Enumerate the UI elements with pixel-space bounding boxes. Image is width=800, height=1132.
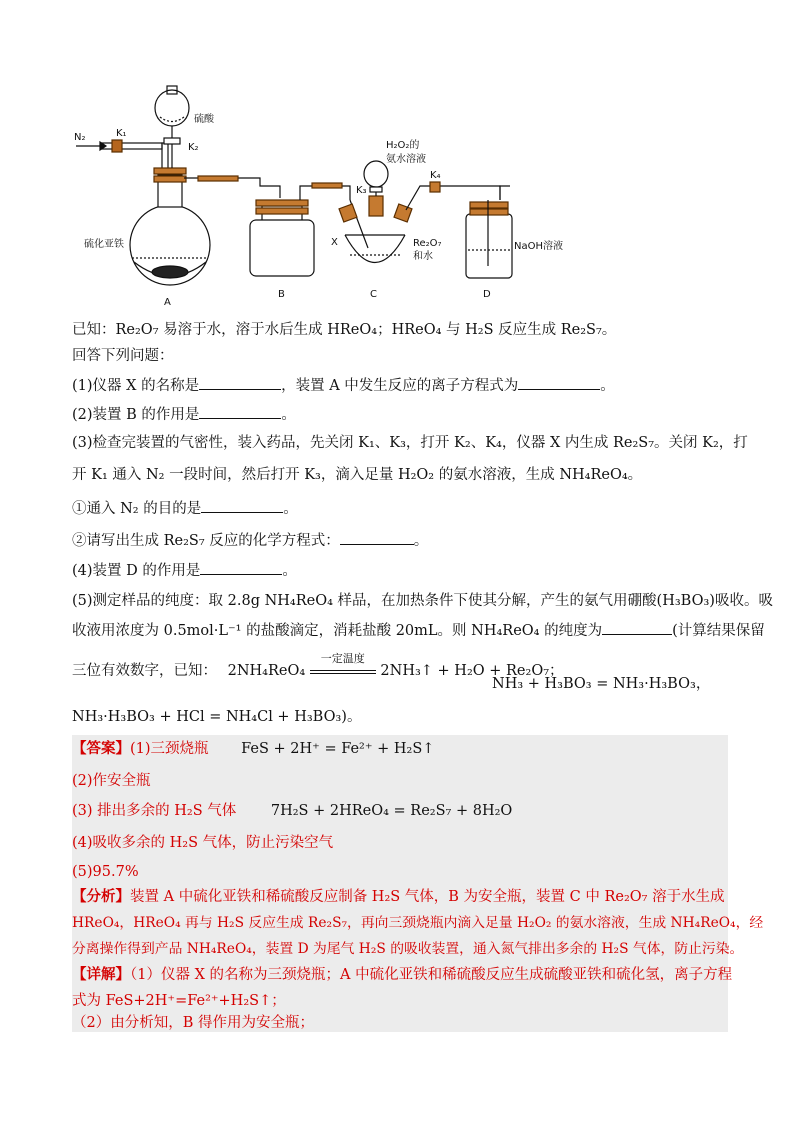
diagram-label-k2: K₂ bbox=[188, 142, 199, 153]
answer-panel bbox=[72, 735, 728, 1032]
answer-blank[interactable] bbox=[199, 375, 281, 390]
question-1: (1)仪器 X 的名称是 ，装置 A 中发生反应的离子方程式为 。 bbox=[72, 375, 615, 397]
question-5-line1: (5)测定样品的纯度：取 2.8g NH₄ReO₄ 样品，在加热条件下使其分解，产生的氨气用硼酸(H₃BO₃)吸收。吸 bbox=[72, 593, 773, 609]
diagram-label-re2o7-2: 和水 bbox=[413, 251, 433, 262]
answer-tag: 【答案】 bbox=[72, 740, 130, 757]
answer-blank[interactable] bbox=[340, 530, 414, 545]
detail-line1: 【详解】（1）仪器 X 的名称为三颈烧瓶；A 中硫化亚铁和稀硫酸反应生成硫酸亚铁和硫化氢，离子方程 bbox=[72, 966, 733, 983]
equation-1-right: 2NH₃↑ + H₂O + Re₂O₇ bbox=[380, 663, 550, 679]
apparatus-diagram bbox=[0, 0, 800, 320]
analysis-line2: HReO₄，HReO₄ 再与 H₂S 反应生成 Re₂S₇，再向三颈烧瓶内滴入足量 H₂O₂ 的氨水溶液，生成 NH₄ReO₄，经 bbox=[72, 915, 764, 931]
question-4: (4)装置 D 的作用是 。 bbox=[72, 560, 297, 582]
diagram-label-h2o2-1: H₂O₂的 bbox=[386, 140, 420, 151]
analysis-tag: 【分析】 bbox=[72, 888, 130, 905]
answer-blank[interactable] bbox=[602, 620, 672, 635]
question-3-line1: (3)检查完装置的气密性，装入药品，先关闭 K₁、K₃，打开 K₂、K₄，仪器 X 内生成 Re₂S₇。关闭 K₂，打 bbox=[72, 435, 748, 451]
analysis-line3: 分离操作得到产品 NH₄ReO₄，装置 D 为尾气 H₂S 的吸收装置，通入氮气排出多余的 H₂S 气体，防止污染。 bbox=[72, 941, 744, 957]
equation-2: NH₃ + H₃BO₃ = NH₃·H₃BO₃， bbox=[492, 676, 711, 692]
equation-1-condition: 一定温度 bbox=[320, 652, 365, 665]
diagram-label-acid: 硫酸 bbox=[194, 114, 214, 125]
diagram-label-k4: K₄ bbox=[430, 170, 441, 181]
detail-line2: 式为 FeS+2H⁺=Fe²⁺+H₂S↑； bbox=[72, 993, 286, 1009]
diagram-label-h2o2-2: 氨水溶液 bbox=[386, 154, 426, 165]
answer-3: (3) 排出多余的 H₂S 气体 7H₂S + 2HReO₄ = Re₂S₇ + 8H₂O bbox=[72, 803, 513, 819]
answer-3-equation: 7H₂S + 2HReO₄ = Re₂S₇ + 8H₂O bbox=[270, 803, 513, 819]
question-3-2: ②请写出生成 Re₂S₇ 反应的化学方程式： 。 bbox=[72, 530, 428, 552]
answer-blank[interactable] bbox=[518, 375, 600, 390]
answer-2: (2)作安全瓶 bbox=[72, 773, 151, 789]
answer-blank[interactable] bbox=[200, 560, 282, 575]
answer-1: 【答案】(1)三颈烧瓶 FeS + 2H⁺ = Fe²⁺ + H₂S↑ bbox=[72, 740, 435, 757]
detail-tag: 【详解】 bbox=[72, 966, 130, 983]
answer-4: (4)吸收多余的 H₂S 气体，防止污染空气 bbox=[72, 835, 334, 851]
diagram-label-d: D bbox=[483, 289, 491, 300]
equation-3: NH₃·H₃BO₃ + HCl = NH₄Cl + H₃BO₃)。 bbox=[72, 709, 362, 725]
question-5-line3: 三位有效数字，已知： 2NH₄ReO₄ 一定温度 2NH₃↑ + H₂O + Re₂O₇； bbox=[72, 660, 564, 682]
detail-line3: （2）由分析知，B 得作用为安全瓶； bbox=[72, 1015, 314, 1031]
answer-blank[interactable] bbox=[199, 404, 281, 419]
diagram-label-naoh: NaOH溶液 bbox=[514, 241, 563, 252]
diagram-label-re2o7-1: Re₂O₇ bbox=[413, 238, 442, 249]
diagram-label-k1: K₁ bbox=[116, 128, 127, 139]
diagram-label-a: A bbox=[164, 297, 171, 308]
question-3-line2: 开 K₁ 通入 N₂ 一段时间，然后打开 K₃，滴入足量 H₂O₂ 的氨水溶液，生成 NH₄ReO₄。 bbox=[72, 467, 643, 483]
diagram-label-fes: 硫化亚铁 bbox=[84, 239, 124, 250]
equation-1-left: 2NH₄ReO₄ bbox=[227, 663, 306, 679]
question-3-1: ①通入 N₂ 的目的是 。 bbox=[72, 498, 298, 520]
answer-5: (5)95.7% bbox=[72, 864, 139, 880]
diagram-label-k3: K₃ bbox=[356, 185, 367, 196]
answer-1-equation: FeS + 2H⁺ = Fe²⁺ + H₂S↑ bbox=[241, 741, 435, 757]
diagram-label-b: B bbox=[278, 289, 285, 300]
answer-blank[interactable] bbox=[201, 498, 283, 513]
equation-1-arrow bbox=[310, 652, 376, 674]
diagram-label-n2: N₂ bbox=[74, 132, 86, 143]
known-info: 已知：Re₂O₇ 易溶于水，溶于水后生成 HReO₄；HReO₄ 与 H₂S 反应生成 Re₂S₇。 bbox=[72, 322, 617, 338]
prompt-line: 回答下列问题： bbox=[72, 348, 174, 364]
diagram-label-x: X bbox=[331, 237, 338, 248]
diagram-label-c: C bbox=[370, 289, 377, 300]
question-5-line2: 收液用浓度为 0.5mol·L⁻¹ 的盐酸滴定，消耗盐酸 20mL。则 NH₄ReO₄ 的纯度为 (计算结果保留 bbox=[72, 620, 765, 642]
question-2: (2)装置 B 的作用是 。 bbox=[72, 404, 296, 426]
analysis-line1: 【分析】装置 A 中硫化亚铁和稀硫酸反应制备 H₂S 气体，B 为安全瓶，装置 C 中 Re₂O₇ 溶于水生成 bbox=[72, 888, 725, 905]
